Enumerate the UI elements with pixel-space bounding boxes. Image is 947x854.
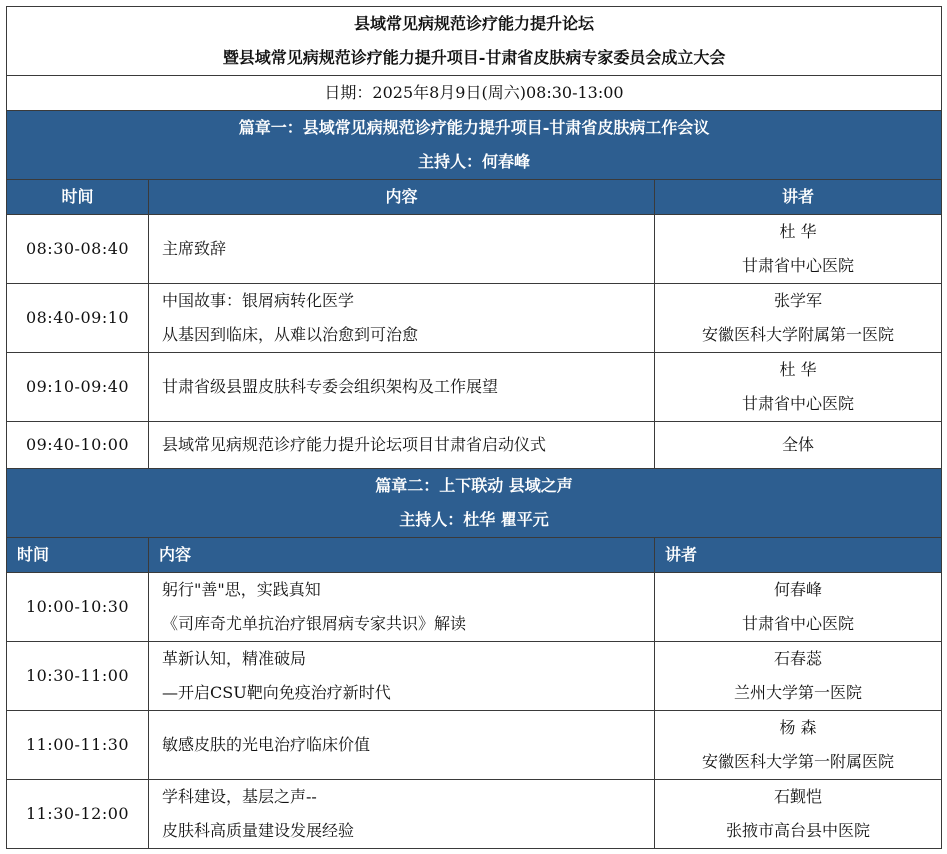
agenda-row [7,215,942,284]
section-header-row [7,111,942,180]
agenda-speaker [655,215,942,284]
col-header-time: 时间 [7,180,149,215]
agenda-content-line: —开启CSU靶向免疫治疗新时代 [162,683,391,702]
agenda-speaker-line: 张学军 [774,291,823,310]
agenda-speaker-line: 全体 [782,435,815,454]
agenda-speaker-line: 甘肃省中心医院 [742,394,855,413]
agenda-content [149,284,655,353]
event-date: 日期：2025年8月9日(周六)08:30-13:00 [7,76,942,111]
agenda-content-line: 主席致辞 [162,239,227,258]
agenda-speaker-line: 杨 森 [779,718,817,737]
agenda-speaker [655,573,942,642]
agenda-time: 11:00-11:30 [7,711,149,780]
agenda-row [7,284,942,353]
agenda-speaker-line: 甘肃省中心医院 [742,256,855,275]
agenda-speaker-line: 甘肃省中心医院 [742,614,855,633]
agenda-time: 10:00-10:30 [7,573,149,642]
agenda-time: 08:30-08:40 [7,215,149,284]
section-host: 主持人：何春峰 [418,152,531,171]
agenda-content-line: 学科建设，基层之声-- [162,787,317,806]
agenda-speaker [655,780,942,849]
col-header-speaker: 讲者 [655,180,942,215]
agenda-speaker-line: 杜 华 [779,222,817,241]
agenda-content-line: 《司库奇尤单抗治疗银屑病专家共识》解读 [162,614,467,633]
agenda-table [6,6,942,849]
section-host: 主持人：杜华 瞿平元 [399,510,549,529]
agenda-row [7,353,942,422]
agenda-content-line: 县域常见病规范诊疗能力提升论坛项目甘肃省启动仪式 [162,435,547,454]
forum-title-line2: 暨县域常见病规范诊疗能力提升项目-甘肃省皮肤病专家委员会成立大会 [222,48,726,67]
col-header-time: 时间 [7,538,149,573]
agenda-row [7,780,942,849]
agenda-content [149,215,655,284]
agenda-time: 09:10-09:40 [7,353,149,422]
agenda-content-line: 革新认知，精准破局 [162,649,307,668]
agenda-time: 08:40-09:10 [7,284,149,353]
col-header-speaker: 讲者 [655,538,942,573]
title-row [7,7,942,76]
agenda-speaker-line: 石春蕊 [774,649,823,668]
section-header [7,469,942,538]
agenda-speaker [655,711,942,780]
agenda-content [149,711,655,780]
agenda-content [149,642,655,711]
date-row [7,76,942,111]
col-header-content: 内容 [149,180,655,215]
section-title: 篇章二：上下联动 县域之声 [375,476,573,495]
agenda-speaker [655,422,942,469]
section-header [7,111,942,180]
agenda-time: 09:40-10:00 [7,422,149,469]
agenda-speaker-line: 杜 华 [779,360,817,379]
agenda-content-line: 从基因到临床，从难以治愈到可治愈 [162,325,419,344]
section-header-row [7,469,942,538]
agenda-speaker-line: 兰州大学第一医院 [734,683,863,702]
agenda-row [7,573,942,642]
agenda-content-line: 中国故事：银屑病转化医学 [162,291,355,310]
agenda-content-line: 躬行"善"思，实践真知 [162,580,321,599]
agenda-content [149,780,655,849]
forum-title [7,7,942,76]
column-header-row [7,538,942,573]
agenda-content [149,422,655,469]
agenda-speaker-line: 石觐恺 [774,787,823,806]
agenda-row [7,642,942,711]
col-header-content: 内容 [149,538,655,573]
column-header-row [7,180,942,215]
agenda-content-line: 甘肃省级县盟皮肤科专委会组织架构及工作展望 [162,377,499,396]
agenda-speaker [655,284,942,353]
agenda-content [149,353,655,422]
agenda-speaker-line: 张掖市高台县中医院 [726,821,871,840]
agenda-speaker [655,642,942,711]
agenda-time: 11:30-12:00 [7,780,149,849]
agenda-row [7,422,942,469]
agenda-content [149,573,655,642]
agenda-content-line: 敏感皮肤的光电治疗临床价值 [162,735,371,754]
agenda-time: 10:30-11:00 [7,642,149,711]
agenda-content-line: 皮肤科高质量建设发展经验 [162,821,355,840]
agenda-speaker-line: 安徽医科大学附属第一医院 [702,325,895,344]
agenda-speaker-line: 安徽医科大学第一附属医院 [702,752,895,771]
forum-title-line1: 县域常见病规范诊疗能力提升论坛 [354,14,595,33]
agenda-body [7,111,942,849]
agenda-speaker [655,353,942,422]
section-title: 篇章一：县域常见病规范诊疗能力提升项目-甘肃省皮肤病工作会议 [238,118,710,137]
agenda-speaker-line: 何春峰 [774,580,823,599]
agenda-row [7,711,942,780]
